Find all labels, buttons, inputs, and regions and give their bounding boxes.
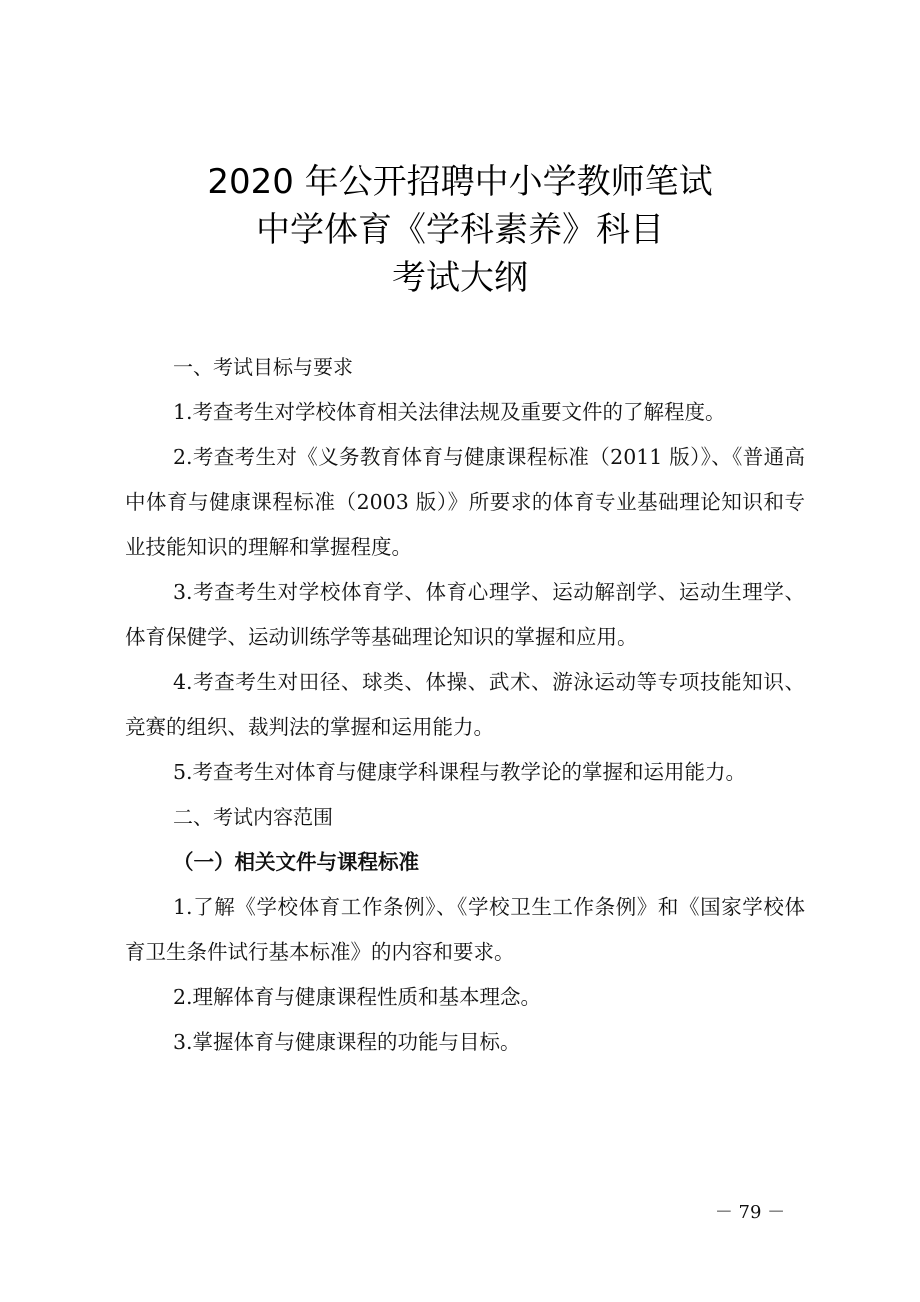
goal-item-1: 1.考查考生对学校体育相关法律法规及重要文件的了解程度。: [173, 400, 726, 424]
subsection-heading-documents: （一）相关文件与课程标准: [173, 850, 419, 874]
goal-item-2: 2.考查考生对《义务教育体育与健康课程标准（2011 版）》、《普通高中体育与健康课程标准（2003 版）》所要求的体育专业基础理论知识和专业技能知识的理解和掌握程度。: [125, 445, 805, 559]
content-item-3: 3.掌握体育与健康课程的功能与目标。: [173, 1030, 521, 1054]
page-number: － 79 －: [714, 1202, 786, 1223]
content-item-2: 2.理解体育与健康课程性质和基本理念。: [173, 985, 542, 1009]
document-body: [125, 345, 805, 1065]
section-heading-goals: 一、考试目标与要求: [173, 355, 353, 379]
title-line-2: 中学体育《学科素养》科目: [256, 210, 664, 250]
goal-item-4: 4.考查考生对田径、球类、体操、武术、游泳运动等专项技能知识、竞赛的组织、裁判法的掌握和运用能力。: [125, 670, 805, 739]
goal-item-3: 3.考查考生对学校体育学、体育心理学、运动解剖学、运动生理学、体育保健学、运动训练学等基础理论知识的掌握和应用。: [125, 580, 805, 649]
section-heading-content: 二、考试内容范围: [173, 805, 333, 829]
goal-item-5: 5.考查考生对体育与健康学科课程与教学论的掌握和运用能力。: [173, 760, 747, 784]
document-title: [0, 158, 920, 302]
content-item-1: 1.了解《学校体育工作条例》、《学校卫生工作条例》和《国家学校体育卫生条件试行基本标准》的内容和要求。: [125, 895, 805, 964]
title-line-3: 考试大纲: [392, 258, 528, 298]
title-line-1: 2020 年公开招聘中小学教师笔试: [207, 162, 713, 202]
